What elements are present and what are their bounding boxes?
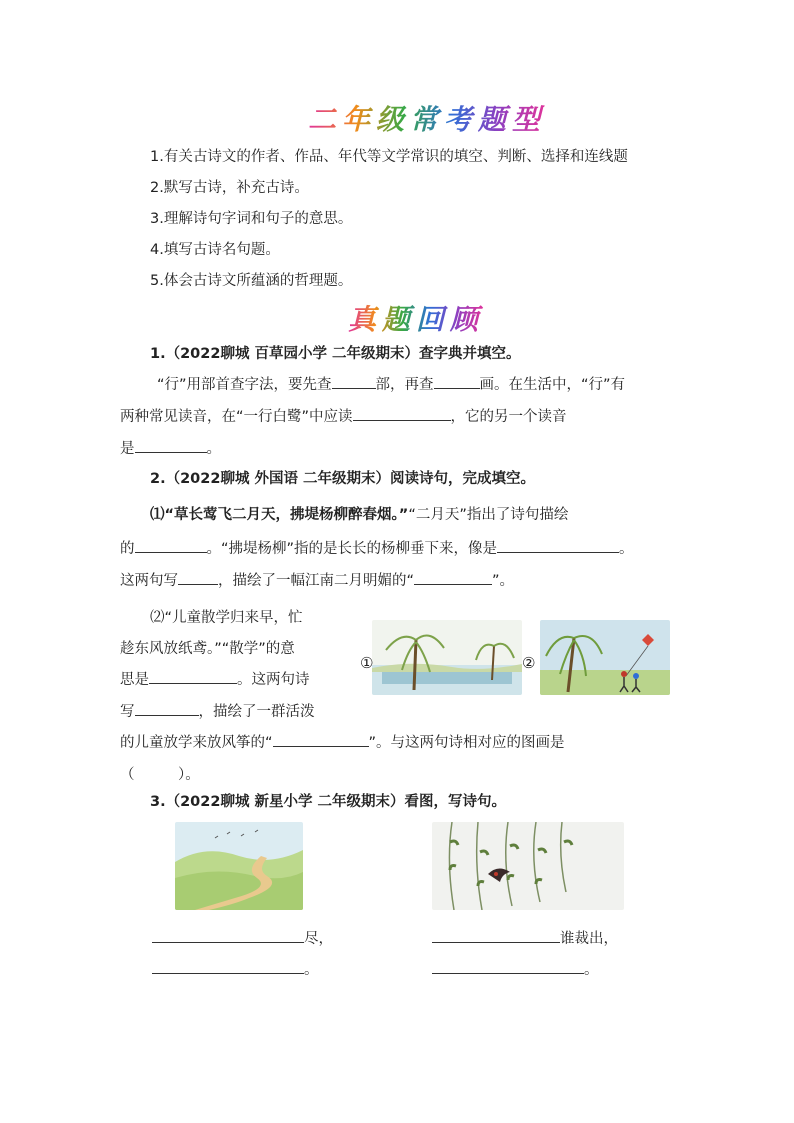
q2-blank-writes[interactable] bbox=[178, 570, 218, 585]
q2-text: 。 bbox=[619, 541, 634, 557]
q2-text: 写 bbox=[120, 704, 135, 720]
type-item-4: 4.填写古诗名句题。 bbox=[150, 242, 280, 258]
review-section-title: 真题回顾 bbox=[348, 298, 484, 338]
q2-text: 。这两句诗 bbox=[237, 672, 310, 688]
q3-answer-b2 bbox=[432, 958, 599, 979]
q2-p2-line-4 bbox=[120, 700, 315, 721]
q1-text: “行”用部首查字法，要先查 bbox=[157, 377, 332, 393]
q3-blank-a2[interactable] bbox=[152, 959, 304, 974]
q2-blank-writes-2[interactable] bbox=[135, 701, 199, 716]
willow-river-illustration bbox=[372, 620, 522, 695]
q3-answer-b1 bbox=[432, 927, 618, 948]
q1-blank-reading[interactable] bbox=[353, 406, 451, 421]
q2-blank-season[interactable] bbox=[135, 538, 207, 553]
q2-text: ”。 bbox=[492, 573, 515, 589]
q2-image-1 bbox=[372, 620, 522, 695]
q1-text: 。 bbox=[206, 441, 221, 457]
q3-text: 谁裁出， bbox=[560, 931, 618, 947]
q3-text: 。 bbox=[304, 962, 319, 978]
q3-text: 。 bbox=[584, 962, 599, 978]
q2-text: ，描绘了一幅江南二月明媚的“ bbox=[218, 573, 415, 589]
grassland-road-illustration bbox=[175, 822, 303, 910]
type-item-5: 5.体会古诗文所蕴涵的哲理题。 bbox=[150, 273, 353, 289]
q1-blank-strokes[interactable] bbox=[434, 374, 480, 389]
q2-image-2 bbox=[540, 620, 670, 695]
q2-text: 的儿童放学来放风筝的“ bbox=[120, 735, 273, 751]
q1-line-1 bbox=[157, 373, 625, 394]
q2-text: 的 bbox=[120, 541, 135, 557]
q1-text: ，它的另一个读音 bbox=[450, 409, 567, 425]
q2-image-1-label: ① bbox=[360, 654, 374, 672]
q2-poem-text: ⑴“草长莺飞二月天，拂堤杨柳醉春烟。” bbox=[150, 507, 409, 523]
q2-text: 思是 bbox=[120, 672, 149, 688]
types-section-title: 二年级常考题型 bbox=[308, 98, 546, 138]
q3-blank-b1[interactable] bbox=[432, 928, 560, 943]
q2-p2-line-1: ⑵“儿童散学归来早，忙 bbox=[150, 610, 303, 626]
q1-text: 是 bbox=[120, 441, 135, 457]
q2-p1-line-3 bbox=[120, 569, 514, 590]
q1-text: 部，再查 bbox=[375, 377, 434, 393]
q2-p2-line-3 bbox=[120, 668, 310, 689]
q3-blank-b2[interactable] bbox=[432, 959, 584, 974]
q3-text: 尽， bbox=[304, 931, 333, 947]
type-item-2: 2.默写古诗，补充古诗。 bbox=[150, 180, 309, 196]
q3-image-willow bbox=[432, 822, 624, 910]
q2-p2-line-5 bbox=[120, 731, 565, 752]
q2-text: “二月天”指出了诗句描绘 bbox=[408, 507, 569, 523]
q2-text: 这两句写 bbox=[120, 573, 178, 589]
q1-text: 两种常见读音，在“一行白鹭”中应读 bbox=[120, 409, 353, 425]
q2-text: ，描绘了一群活泼 bbox=[198, 704, 315, 720]
q2-p1-line-1 bbox=[150, 503, 568, 524]
q2-image-2-label: ② bbox=[522, 654, 536, 672]
q2-blank-meaning[interactable] bbox=[149, 669, 237, 684]
q2-p2-line-6: （ ）。 bbox=[120, 767, 200, 783]
q2-p2-line-2: 趁东风放纸鸢。”“散学”的意 bbox=[120, 641, 295, 657]
q1-line-3 bbox=[120, 437, 221, 458]
q1-text: 画。在生活中，“行”有 bbox=[479, 377, 626, 393]
q3-blank-a1[interactable] bbox=[152, 928, 304, 943]
q2-text: 。“拂堤杨柳”指的是长长的杨柳垂下来，像是 bbox=[206, 541, 498, 557]
kite-children-illustration bbox=[540, 620, 670, 695]
q2-blank-like[interactable] bbox=[497, 538, 619, 553]
type-item-1: 1.有关古诗文的作者、作品、年代等文学常识的填空、判断、选择和连线题 bbox=[150, 149, 628, 165]
q1-heading: 1.（2022聊城 百草园小学 二年级期末）查字典并填空。 bbox=[150, 346, 521, 362]
q2-text: ”。与这两句诗相对应的图画是 bbox=[368, 735, 565, 751]
q3-image-grassland bbox=[175, 822, 303, 910]
q3-answer-a2 bbox=[152, 958, 319, 979]
q3-heading: 3.（2022聊城 新星小学 二年级期末）看图，写诗句。 bbox=[150, 794, 507, 810]
q3-answer-a1 bbox=[152, 927, 333, 948]
willow-swallow-illustration bbox=[432, 822, 624, 910]
q2-heading: 2.（2022聊城 外国语 二年级期末）阅读诗句，完成填空。 bbox=[150, 471, 536, 487]
q2-blank-scene[interactable] bbox=[414, 570, 492, 585]
type-item-3: 3.理解诗句字词和句子的意思。 bbox=[150, 211, 353, 227]
q2-blank-scene-2[interactable] bbox=[273, 732, 369, 747]
q1-line-2 bbox=[120, 405, 567, 426]
q1-blank-radical[interactable] bbox=[332, 374, 376, 389]
q2-p1-line-2 bbox=[120, 537, 634, 558]
q1-blank-other-reading[interactable] bbox=[135, 438, 207, 453]
